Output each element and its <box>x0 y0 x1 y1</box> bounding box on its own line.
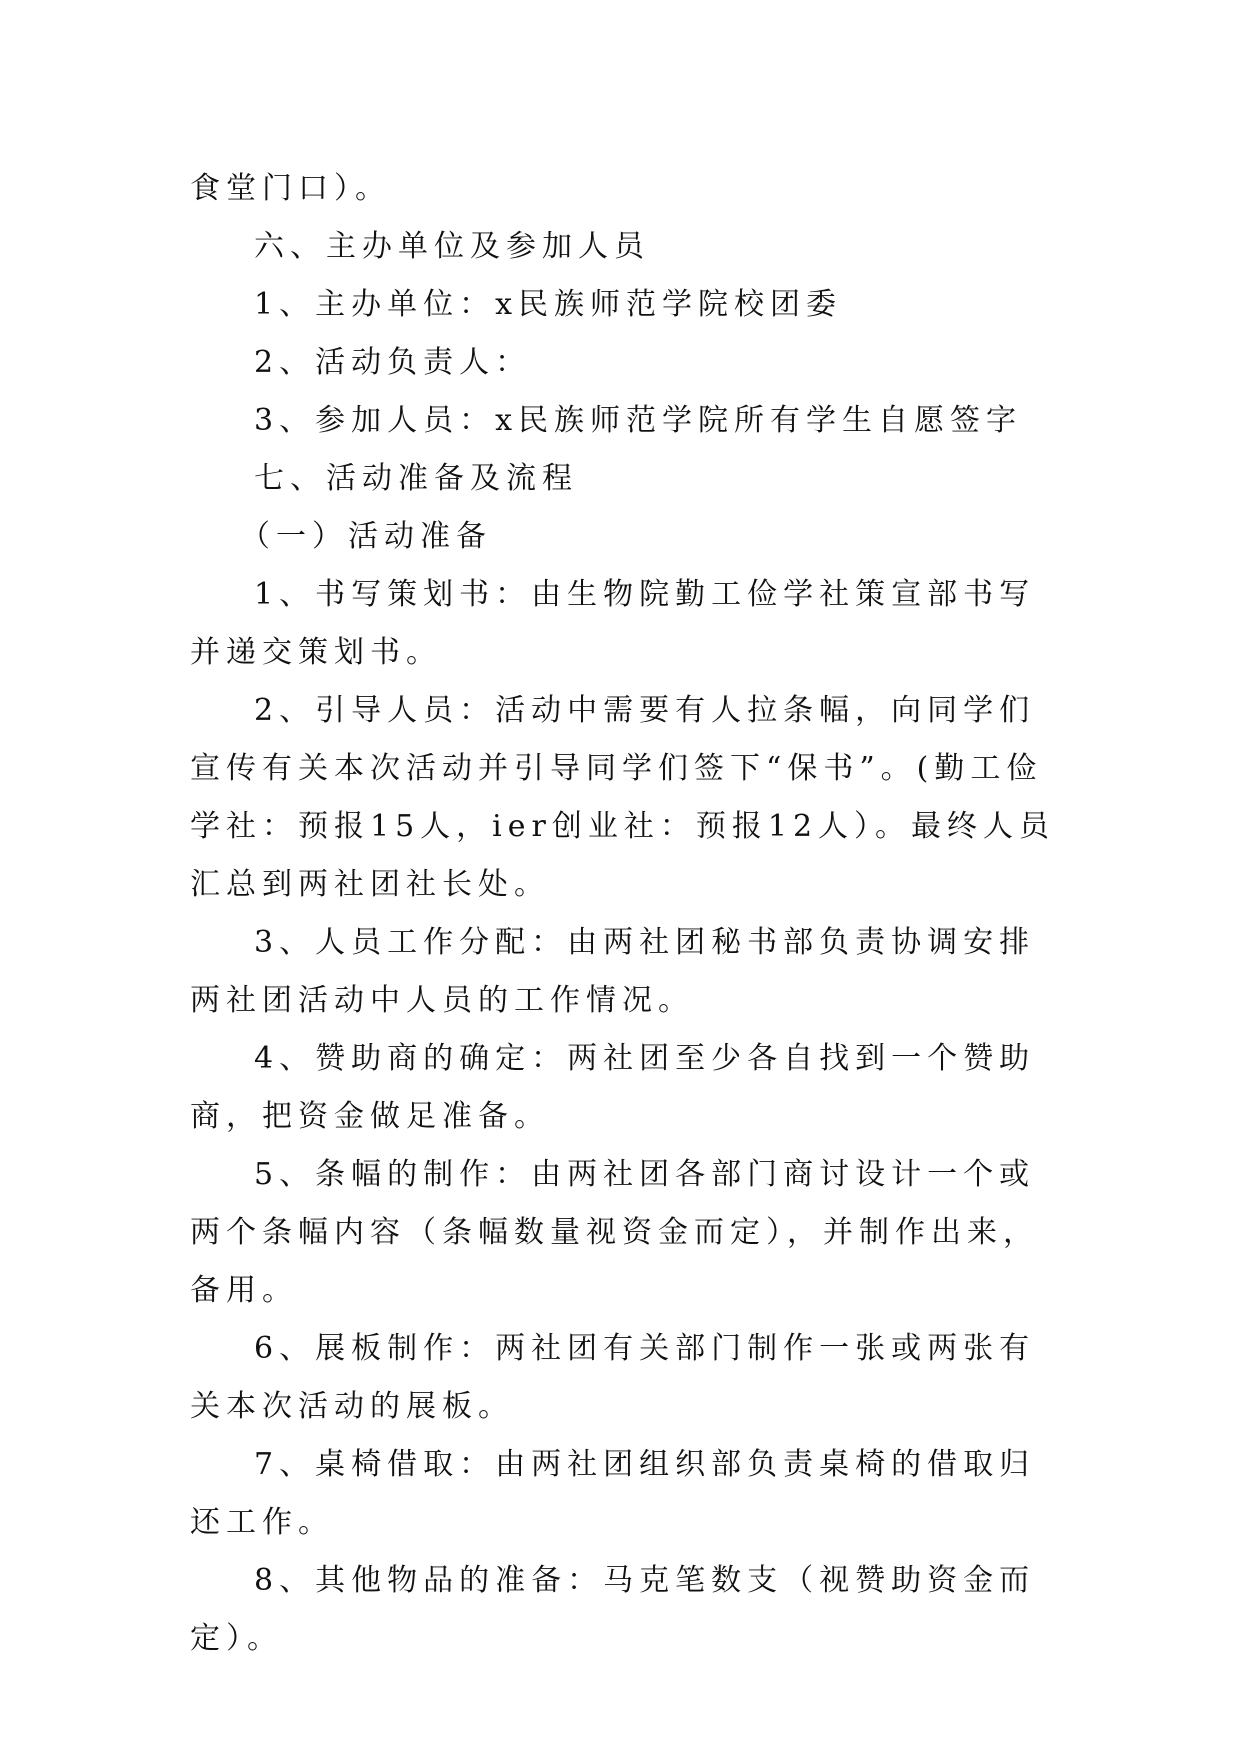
list-item-work-assignment: 3、人员工作分配：由两社团秘书部负责协调安排两社团活动中人员的工作情况。 <box>190 925 1036 1018</box>
subsection-heading-preparation: （一）活动准备 <box>240 519 492 554</box>
paragraph-continuation: 食堂门口）。 <box>190 171 391 206</box>
list-item-proposal: 1、书写策划书：由生物院勤工俭学社策宣部书写并递交策划书。 <box>190 577 1036 670</box>
document-body <box>190 160 1070 1668</box>
list-item-person-in-charge: 2、活动负责人： <box>254 345 532 380</box>
list-item-display-boards: 6、展板制作：两社团有关部门制作一张或两张有关本次活动的展板。 <box>190 1331 1036 1424</box>
list-item-sponsors: 4、赞助商的确定：两社团至少各自找到一个赞助商，把资金做足准备。 <box>190 1041 1036 1134</box>
list-item-organizer: 1、主办单位：x民族师范学院校团委 <box>254 287 843 322</box>
list-item-banners: 5、条幅的制作：由两社团各部门商讨设计一个或两个条幅内容（条幅数量视资金而定），并制作出来，备用。 <box>190 1157 1039 1308</box>
list-item-participants: 3、参加人员：x民族师范学院所有学生自愿签字 <box>254 403 1023 438</box>
list-item-other-supplies: 8、其他物品的准备：马克笔数支（视赞助资金而定）。 <box>190 1563 1036 1656</box>
list-item-guides: 2、引导人员：活动中需要有人拉条幅，向同学们宣传有关本次活动并引导同学们签下“保书”。(勤工俭学社：预报15人，ier创业社：预报12人）。最终人员汇总到两社团社长处。 <box>190 693 1056 902</box>
section-heading-preparation-process: 七、活动准备及流程 <box>254 461 578 496</box>
list-item-tables-chairs: 7、桌椅借取：由两社团组织部负责桌椅的借取归还工作。 <box>190 1447 1036 1540</box>
section-heading-organizers: 六、主办单位及参加人员 <box>254 229 650 264</box>
